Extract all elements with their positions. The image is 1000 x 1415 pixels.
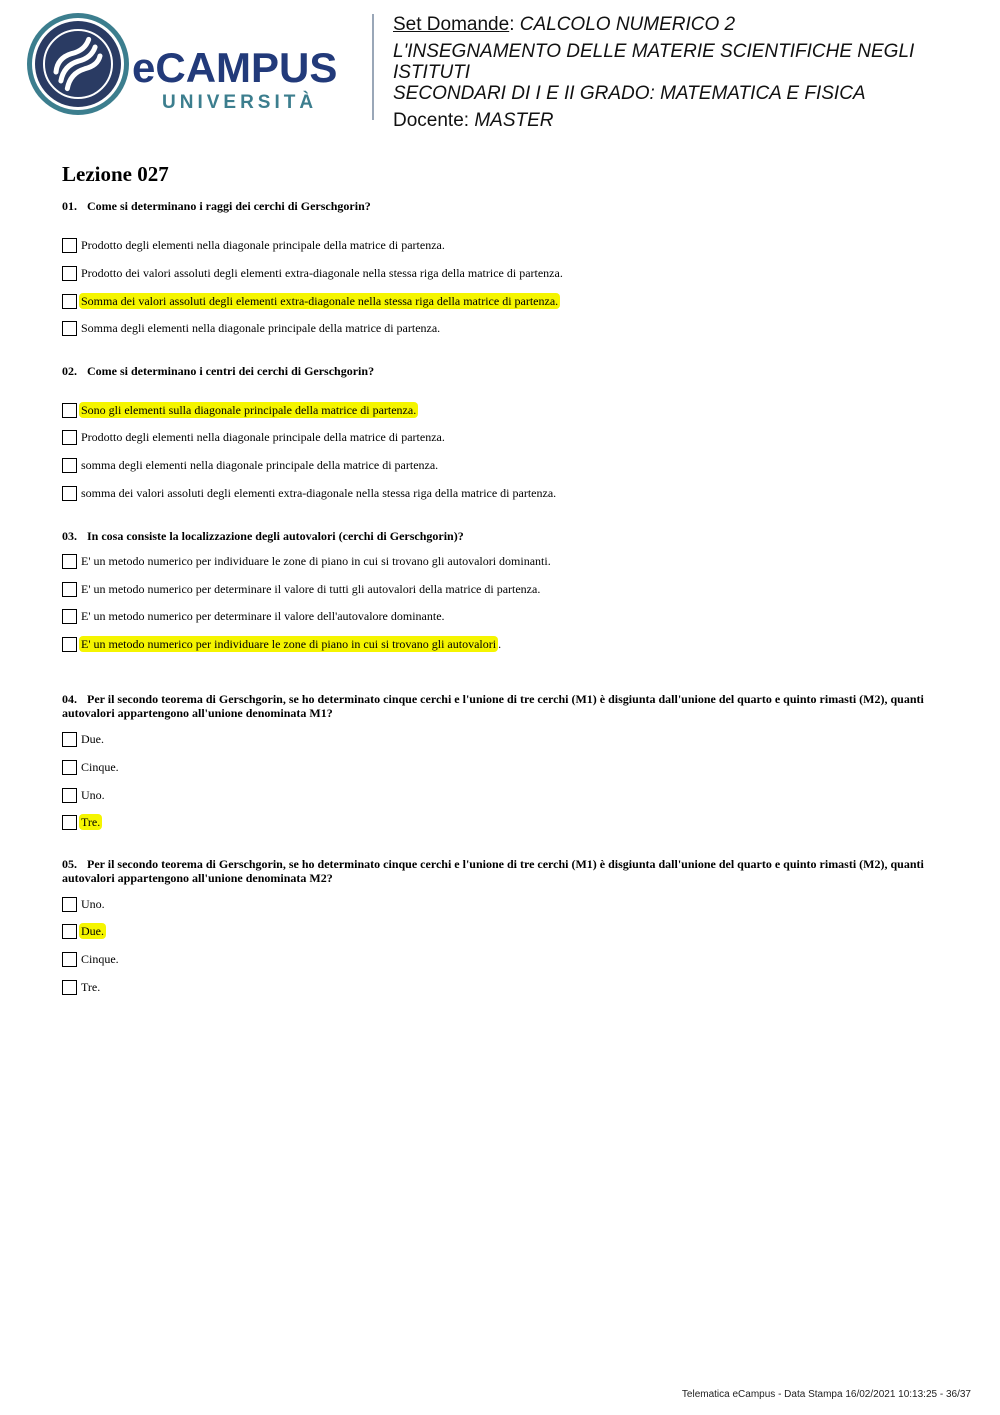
answer-option[interactable]	[62, 923, 106, 939]
answer-option[interactable]	[62, 265, 565, 281]
question-number: 02.	[62, 364, 77, 378]
answer-option[interactable]	[62, 402, 418, 418]
answer-option[interactable]	[62, 731, 106, 747]
question-text: Per il secondo teorema di Gerschgorin, se ho determinato cinque cerchi e l'unione di tre cerchi (M1) è disgiunta dall'unione del quarto e quinto rimasti (M2), quanti autovalori appartengono all'unione denominata M2?	[62, 857, 924, 885]
answer-checkbox[interactable]	[62, 430, 77, 445]
question-01	[62, 199, 942, 213]
answer-checkbox[interactable]	[62, 952, 77, 967]
document-header	[393, 14, 993, 137]
answer-text-highlighted: Tre.	[81, 815, 101, 829]
teacher-label: Docente	[393, 110, 464, 131]
question-text: Come si determinano i centri dei cerchi di Gerschgorin?	[87, 364, 375, 378]
answer-text: Cinque.	[81, 952, 119, 966]
answer-checkbox[interactable]	[62, 458, 77, 473]
answer-checkbox[interactable]	[62, 321, 77, 336]
brand-subline: UNIVERSITÀ	[162, 92, 318, 113]
answer-option[interactable]	[62, 429, 447, 445]
answer-text: E' un metodo numerico per determinare il valore dell'autovalore dominante.	[81, 609, 445, 623]
answer-text: Tre.	[81, 980, 101, 994]
answer-option[interactable]	[62, 608, 447, 624]
answer-checkbox[interactable]	[62, 980, 77, 995]
answer-text-highlighted: Due.	[81, 924, 104, 938]
answer-text-highlighted: Somma dei valori assoluti degli elementi extra-diagonale nella stessa riga della matrice di partenza.	[81, 294, 559, 308]
answer-checkbox[interactable]	[62, 732, 77, 747]
question-text: In cosa consiste la localizzazione degli autovalori (cerchi di Gerschgorin)?	[87, 529, 464, 543]
answer-text: Cinque.	[81, 760, 119, 774]
answer-checkbox[interactable]	[62, 403, 77, 418]
course-title-line-2: SECONDARI DI I E II GRADO: MATEMATICA E FISICA	[393, 83, 866, 104]
answer-text: Uno.	[81, 897, 105, 911]
question-number: 04.	[62, 692, 77, 706]
question-05	[62, 857, 942, 885]
question-number: 01.	[62, 199, 77, 213]
answer-text: Uno.	[81, 788, 105, 802]
answer-checkbox[interactable]	[62, 760, 77, 775]
course-title-line-1: L'INSEGNAMENTO DELLE MATERIE SCIENTIFICHE NEGLI ISTITUTI	[393, 41, 915, 83]
question-number: 03.	[62, 529, 77, 543]
question-text: Per il secondo teorema di Gerschgorin, se ho determinato cinque cerchi e l'unione di tre cerchi (M1) è disgiunta dall'unione del quarto e quinto rimasti (M2), quanti autovalori appartengono all'unione denominata M1?	[62, 692, 924, 720]
answer-option[interactable]	[62, 787, 107, 803]
answer-checkbox[interactable]	[62, 582, 77, 597]
ecampus-logo	[14, 12, 359, 122]
answer-text: somma dei valori assoluti degli elementi extra-diagonale nella stessa riga della matrice di partenza.	[81, 486, 557, 500]
answer-checkbox[interactable]	[62, 897, 77, 912]
answer-text: E' un metodo numerico per individuare le zone di piano in cui si trovano gli autovalori dominanti.	[81, 554, 551, 568]
question-02	[62, 364, 942, 378]
answer-text: Prodotto dei valori assoluti degli elementi extra-diagonale nella stessa riga della matrice di partenza.	[81, 266, 563, 280]
answer-option[interactable]	[62, 951, 121, 967]
header-divider	[372, 14, 374, 120]
answer-text-highlighted: Sono gli elementi sulla diagonale principale della matrice di partenza.	[81, 403, 417, 417]
answer-option[interactable]	[62, 485, 558, 501]
answer-text: somma degli elementi nella diagonale principale della matrice di partenza.	[81, 458, 439, 472]
answer-suffix: .	[498, 637, 502, 651]
question-03	[62, 529, 942, 543]
answer-checkbox[interactable]	[62, 815, 77, 830]
answer-option[interactable]	[62, 553, 553, 569]
set-line: Set Domande: CALCOLO NUMERICO 2	[393, 14, 736, 35]
answer-option[interactable]	[62, 896, 107, 912]
answer-text: Somma degli elementi nella diagonale principale della matrice di partenza.	[81, 321, 441, 335]
answer-option[interactable]	[62, 581, 542, 597]
answer-option[interactable]	[62, 237, 447, 253]
answer-option[interactable]	[62, 759, 121, 775]
answer-option[interactable]	[62, 293, 560, 309]
answer-checkbox[interactable]	[62, 294, 77, 309]
answer-option[interactable]	[62, 457, 440, 473]
answer-checkbox[interactable]	[62, 609, 77, 624]
teacher-line: Docente: MASTER	[393, 110, 554, 131]
answer-text: Prodotto degli elementi nella diagonale principale della matrice di partenza.	[81, 430, 445, 444]
answer-text: E' un metodo numerico per determinare il valore di tutti gli autovalori della matrice di partenza.	[81, 582, 541, 596]
answer-option[interactable]	[62, 814, 102, 830]
answer-option[interactable]	[62, 636, 501, 652]
lesson-title: Lezione 027	[62, 162, 169, 186]
answer-checkbox[interactable]	[62, 788, 77, 803]
answer-text-highlighted: E' un metodo numerico per individuare le zone di piano in cui si trovano gli autovalori	[81, 637, 497, 651]
brand-wordmark: eCAMPUS	[132, 44, 338, 91]
answer-checkbox[interactable]	[62, 637, 77, 652]
answer-option[interactable]	[62, 320, 442, 336]
course-code: CALCOLO NUMERICO 2	[519, 14, 736, 35]
page-footer: Telematica eCampus - Data Stampa 16/02/2021 10:13:25 - 36/37	[681, 1389, 971, 1400]
ecampus-emblem-icon	[27, 13, 129, 115]
course-title	[393, 41, 993, 104]
question-04	[62, 692, 942, 720]
question-number: 05.	[62, 857, 77, 871]
answer-checkbox[interactable]	[62, 238, 77, 253]
answer-option[interactable]	[62, 979, 102, 995]
answer-checkbox[interactable]	[62, 486, 77, 501]
question-text: Come si determinano i raggi dei cerchi di Gerschgorin?	[87, 199, 371, 213]
answer-checkbox[interactable]	[62, 266, 77, 281]
teacher-name: MASTER	[474, 110, 554, 131]
set-label: Set Domande	[393, 14, 510, 35]
answer-checkbox[interactable]	[62, 554, 77, 569]
answer-checkbox[interactable]	[62, 924, 77, 939]
answer-text: Due.	[81, 732, 104, 746]
answer-text: Prodotto degli elementi nella diagonale principale della matrice di partenza.	[81, 238, 445, 252]
